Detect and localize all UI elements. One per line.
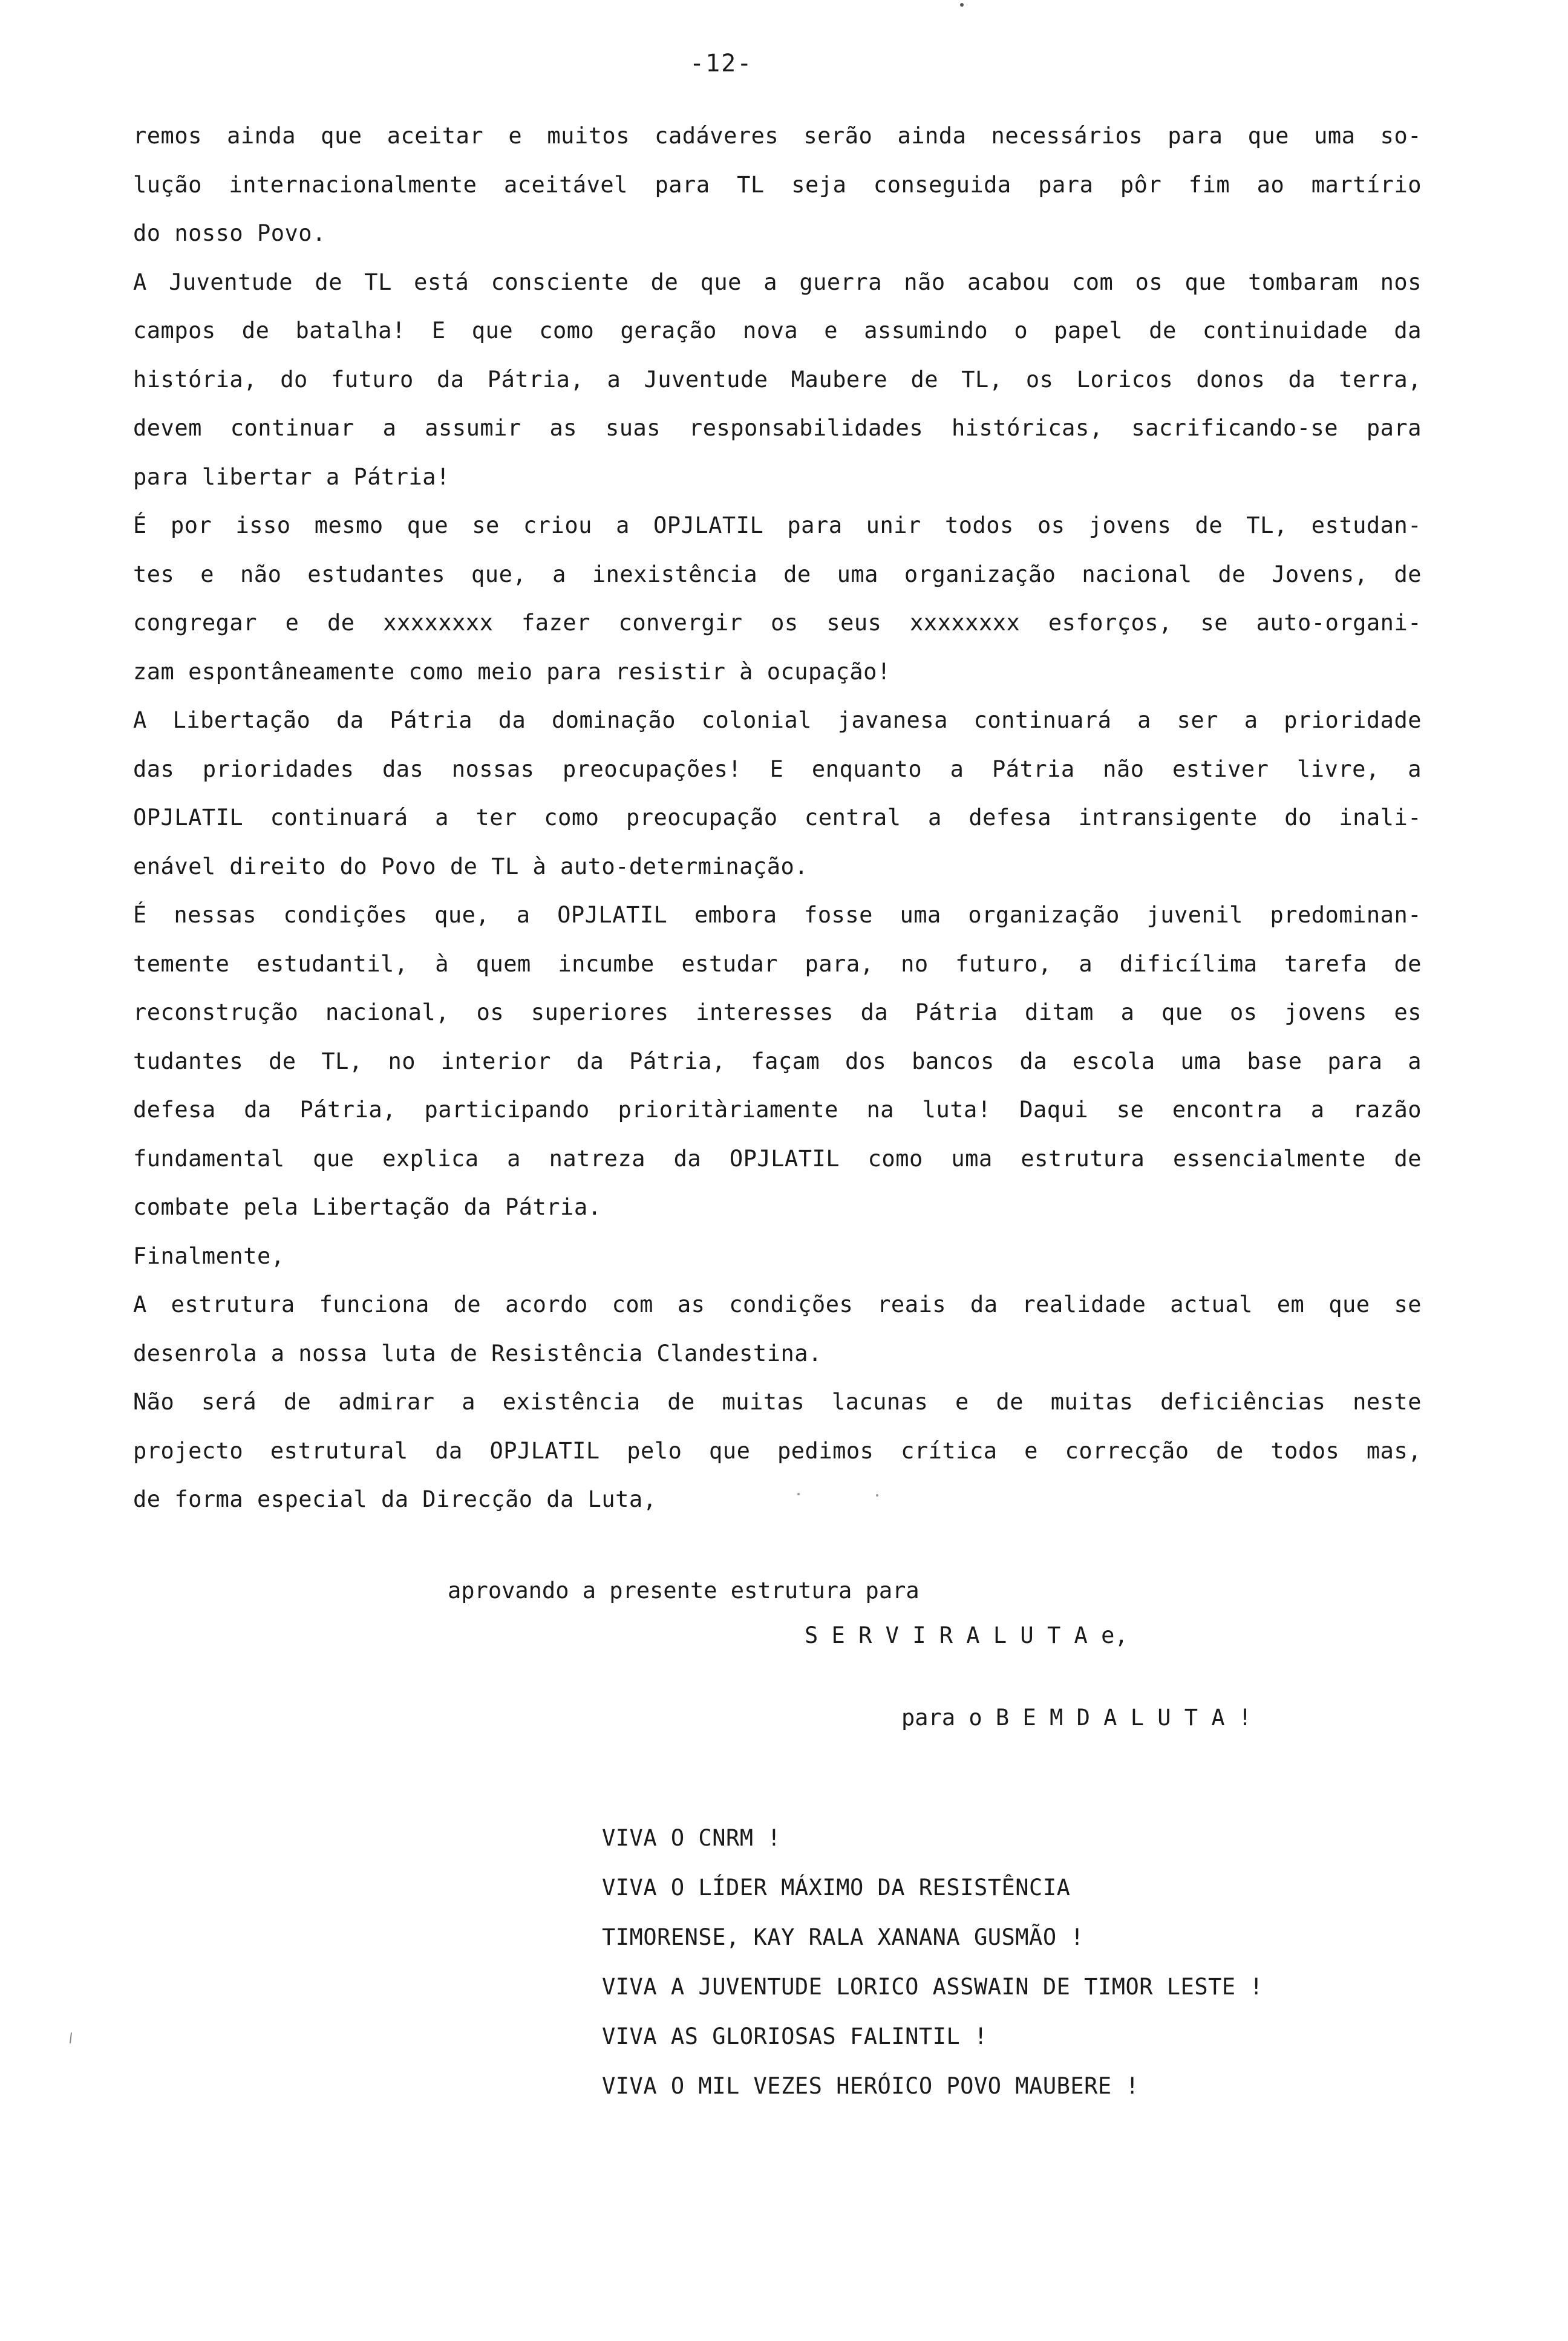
body-line: A Juventude de TL está consciente de que a guerra não acabou com os que tombaram nos — [133, 269, 1422, 295]
body-line: tudantes de TL, no interior da Pátria, façam dos bancos da escola uma base para a — [133, 1048, 1422, 1074]
viva-line: VIVA O CNRM ! — [602, 1825, 782, 1851]
body-line: Finalmente, — [133, 1242, 285, 1269]
viva-list — [602, 1814, 1263, 2111]
body-line: A Libertação da Pátria da dominação colonial javanesa continuará a ser a prioridade — [133, 707, 1422, 733]
body-line: temente estudantil, à quem incumbe estudar para, no futuro, a dificílima tarefa de — [133, 950, 1422, 977]
body-line: para libertar a Pátria! — [133, 463, 450, 490]
body-line: Não será de admirar a existência de muitas lacunas e de muitas deficiências neste — [133, 1389, 1422, 1415]
body-line: É nessas condições que, a OPJLATIL embora fosse uma organização juvenil predominan- — [133, 902, 1422, 928]
body-line: defesa da Pátria, participando prioritàriamente na luta! Daqui se encontra a razão — [133, 1097, 1422, 1123]
body-text — [133, 112, 1422, 1524]
body-line: enável direito do Povo de TL à auto-determinação. — [133, 853, 809, 880]
body-line: devem continuar a assumir as suas responsabilidades históricas, sacrificando-se para — [133, 415, 1422, 441]
body-line: lução internacionalmente aceitável para TL seja conseguida para pôr fim ao martírio — [133, 171, 1422, 198]
body-line: zam espontâneamente como meio para resistir à ocupação! — [133, 658, 891, 685]
body-line: remos ainda que aceitar e muitos cadáveres serão ainda necessários para que uma so- — [133, 123, 1422, 149]
body-line: É por isso mesmo que se criou a OPJLATIL para unir todos os jovens de TL, estudan- — [133, 512, 1422, 538]
body-line: desenrola a nossa luta de Resistência Clandestina. — [133, 1340, 822, 1366]
closing-approval-line: aprovando a presente estrutura para — [448, 1578, 920, 1604]
body-line: tes e não estudantes que, a inexistência de uma organização nacional de Jovens, de — [133, 561, 1422, 587]
body-line: do nosso Povo. — [133, 220, 326, 246]
page-number: -12- — [690, 50, 753, 77]
viva-line: VIVA O LÍDER MÁXIMO DA RESISTÊNCIA — [602, 1875, 1071, 1901]
body-line: história, do futuro da Pátria, a Juventude Maubere de TL, os Loricos donos da terra, — [133, 366, 1422, 393]
body-line: campos de batalha! E que como geração nova e assumindo o papel de continuidade da — [133, 318, 1422, 344]
viva-line: TIMORENSE, KAY RALA XANANA GUSMÃO ! — [602, 1924, 1085, 1950]
body-line: OPJLATIL continuará a ter como preocupação central a defesa intransigente do inali- — [133, 805, 1422, 831]
body-line: fundamental que explica a natreza da OPJLATIL como uma estrutura essencialmente de — [133, 1145, 1422, 1172]
body-line: projecto estrutural da OPJLATIL pelo que pedimos crítica e correcção de todos mas, — [133, 1437, 1422, 1464]
body-line: reconstrução nacional, os superiores interesses da Pátria ditam a que os jovens es — [133, 999, 1422, 1025]
body-line: das prioridades das nossas preocupações! E enquanto a Pátria não estiver livre, a — [133, 756, 1422, 782]
closing-servir-line: S E R V I R A L U T A e, — [805, 1622, 1128, 1648]
closing-bem-line: para o B E M D A L U T A ! — [901, 1705, 1252, 1731]
body-line: combate pela Libertação da Pátria. — [133, 1194, 602, 1220]
body-line: congregar e de xxxxxxxx fazer convergir os seus xxxxxxxx esforços, se auto-organi- — [133, 610, 1422, 636]
body-line: de forma especial da Direcção da Luta, — [133, 1486, 657, 1512]
viva-line: VIVA O MIL VEZES HERÓICO POVO MAUBERE ! — [602, 2073, 1140, 2099]
body-line: A estrutura funciona de acordo com as condições reais da realidade actual em que se — [133, 1291, 1422, 1317]
viva-line: VIVA AS GLORIOSAS FALINTIL ! — [602, 2023, 988, 2049]
viva-line: VIVA A JUVENTUDE LORICO ASSWAIN DE TIMOR LESTE ! — [602, 1974, 1264, 2000]
